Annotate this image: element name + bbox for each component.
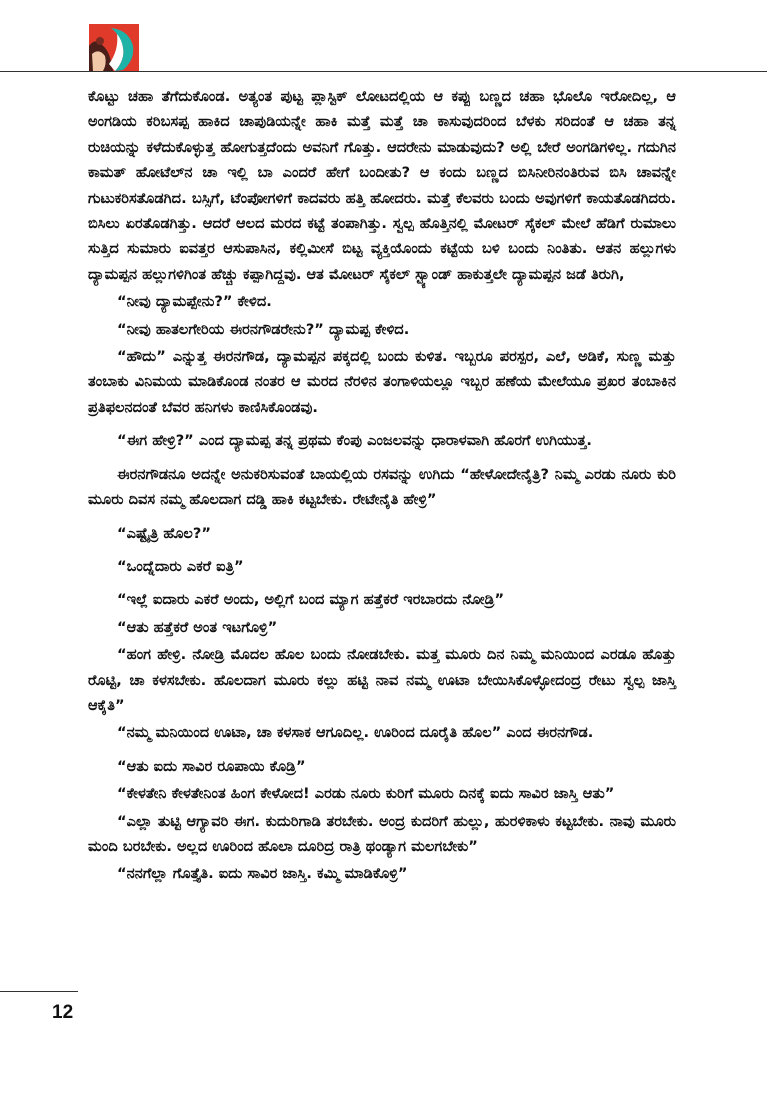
paragraph-narration: ಕೊಟ್ಟು ಚಹಾ ತೆಗೆದುಕೊಂಡ. ಅತ್ಯಂತ ಪುಟ್ಟ ಪ್ಲಾಸ್ಟಿಕ್ ಲೋಟದಲ್ಲಿಯ ಆ ಕಪ್ಪು ಬಣ್ಣದ ಚಹಾ ಭೊಲೊ ಇರೋದಿಲ್ಲ, ಆ ಅಂಗಡಿಯ ಕರಿಬಸಪ್ಪ ಹಾಕಿದ ಚಾಪುಡಿಯನ್ನೇ ಹಾಕಿ ಮತ್ತೆ ಮತ್ತೆ ಚಾ ಕಾಸುವುದರಿಂದ ಬೆಳಕು ಸರಿದಂತೆ ಆ ಚಹಾ ತನ್ನ ರುಚಿಯನ್ನು ಕಳೆದುಕೊಳ್ಳುತ್ತ ಹೋಗುತ್ತದೆಂದು ಅವನಿಗೆ ಗೊತ್ತು. ಆದರೇನು ಮಾಡುವುದು? ಅಲ್ಲಿ ಬೇರೆ ಅಂಗಡಿಗಳಿಲ್ಲ. ಗದುಗಿನ ಕಾಮತ್ ಹೋಟೆಲ್‌ನ ಚಾ ಇಲ್ಲಿ ಬಾ ಎಂದರೆ ಹೇಗೆ ಬಂದೀತು? ಆ ಕಂದು ಬಣ್ಣದ ಬಿಸಿನೀರಿನಂತಿರುವ ಬಿಸಿ ಚಾವನ್ನೇ ಗುಟುಕರಿಸತೊಡಗಿದ. ಬಸ್ಸಿಗೆ, ಟೆಂಪೋಗಳಿಗೆ ಕಾದವರು ಹತ್ತಿ ಹೋದರು. ಮತ್ತೆ ಕೆಲವರು ಬಂದು ಅವುಗಳಿಗೆ ಕಾಯತೊಡಗಿದರು. ಬಿಸಿಲು ಏರತೊಡಗಿತ್ತು. ಆದರೆ ಆಲದ ಮರದ ಕಟ್ಟೆ ತಂಪಾಗಿತ್ತು. ಸ್ವಲ್ಪ ಹೊತ್ತಿನಲ್ಲಿ ಮೋಟರ್ ಸೈಕಲ್ ಮೇಲೆ ಹೆಡಿಗೆ ರುಮಾಲು ಸುತ್ತಿದ ಸುಮಾರು ಐವತ್ತರ ಆಸುಪಾಸಿನ, ಕಲ್ಲಿಮೀಸೆ ಬಿಟ್ಟ ವ್ಯಕ್ತಿಯೊಂದು ಕಟ್ಟೆಯ ಬಳಿ ಬಂದು ನಿಂತಿತು. ಆತನ ಹಲ್ಲುಗಳು ದ್ಯಾಮಪ್ಪನ ಹಲ್ಲುಗಳಿಗಿಂತ ಹೆಚ್ಚು ಕಪ್ಪಾಗಿದ್ದವು. ಆತ ಮೋಟರ್ ಸೈಕಲ್ ಸ್ಟ್ಯಾಂಡ್ ಹಾಕುತ್ತಲೇ ದ್ಯಾಮಪ್ಪನ ಜಡೆ ತಿರುಗಿ, [88, 88, 676, 283]
paragraph-dialogue: “ನೀವು ಹಾತಲಗೇರಿಯ ಈರನಗೌಡರೇನು?” ದ್ಯಾಮಪ್ಪ ಕೇಳಿದ. [117, 320, 410, 338]
body-text [88, 84, 676, 887]
paragraph-dialogue: “ಒಂದ್ನೆದಾರು ಎಕರೆ ಐತ್ರಿ” [117, 557, 244, 575]
paragraph-dialogue: “ಹೌದು” ಎನ್ನುತ್ತ ಈರನಗೌಡ, ದ್ಯಾಮಪ್ಪನ ಪಕ್ಕದಲ್ಲಿ ಬಂದು ಕುಳಿತ. ಇಬ್ಬರೂ ಪರಸ್ಪರ, ಎಲೆ, ಅಡಿಕೆ, ಸುಣ್ಣ ಮತ್ತು ತಂಬಾಕು ವಿನಿಮಯ ಮಾಡಿಕೊಂಡ ನಂತರ ಆ ಮರದ ನೆರಳಿನ ತಂಗಾಳಿಯಲ್ಲೂ ಇಬ್ಬರ ಹಣೆಯ ಮೇಲೆಯೂ ಪ್ರಖರ ತಂಬಾಕಿನ ಪ್ರತಿಫಲನದಂತೆ ಬೆವರ ಹನಿಗಳು ಕಾಣಿಸಿಕೊಂಡವು. [88, 348, 676, 416]
paragraph-dialogue: “ಈಗ ಹೇಳ್ರಿ?” ಎಂದ ದ್ಯಾಮಪ್ಪ ತನ್ನ ಪ್ರಥಮ ಕೆಂಪು ಎಂಜಲವನ್ನು ಧಾರಾಳವಾಗಿ ಹೊರಗೆ ಉಗಿಯುತ್ತ. [117, 432, 592, 450]
header-divider [0, 71, 767, 72]
paragraph-dialogue: “ಕೇಳತೇನಿ ಕೇಳತೇನಿಂತ ಹಿಂಗ ಕೇಳೋದ! ಎರಡು ನೂರು ಕುರಿಗೆ ಮೂರು ದಿನಕ್ಕೆ ಐದು ಸಾವಿರ ಜಾಸ್ತಿ ಆತು” [117, 785, 615, 803]
footer-divider [0, 991, 78, 992]
paragraph-dialogue: “ನೀವು ದ್ಯಾಮಪ್ಪೇನು?” ಕೇಳಿದ. [117, 293, 272, 311]
paragraph-dialogue: “ಇಲ್ಲೆ ಐದಾರು ಎಕರೆ ಅಂದು, ಅಲ್ಲಿಗೆ ಬಂದ ಮ್ಯಾಗ ಹತ್ತೆಕರೆ ಇರಬಾರದು ನೋಡ್ರಿ” [117, 591, 505, 609]
page-number: 12 [52, 1002, 74, 1023]
logo-graphic [89, 24, 139, 71]
paragraph-dialogue: “ಎಷ್ಟೈತ್ರಿ ಹೊಲ?” [117, 524, 211, 542]
paragraph-dialogue: “ನನಗೆಲ್ಲಾ ಗೊತ್ತೈತಿ. ಐದು ಸಾವಿರ ಜಾಸ್ತಿ. ಕಮ್ಮಿ ಮಾಡಿಕೊಳ್ರಿ” [117, 865, 408, 883]
paragraph-dialogue: “ನಮ್ಮ ಮನಿಯಿಂದ ಊಟಾ, ಚಾ ಕಳಸಾಕ ಆಗೂದಿಲ್ಲ. ಊರಿಂದ ದೂರೈತಿ ಹೊಲ” ಎಂದ ಈರನಗೌಡ. [117, 724, 594, 742]
woman-portrait-logo-icon [89, 24, 139, 71]
paragraph-dialogue: “ಆತು ಐದು ಸಾವಿರ ರೂಪಾಯಿ ಕೊಡ್ರಿ” [117, 757, 306, 775]
paragraph-dialogue: “ಆತು ಹತ್ತೆಕರೆ ಅಂತ ಇಟಗೊಳ್ರಿ” [117, 618, 278, 636]
paragraph-dialogue: “ಹಂಗ ಹೇಳ್ರಿ. ನೋಡ್ರಿ ಮೊದಲ ಹೊಲ ಬಂದು ನೋಡಬೇಕು. ಮತ್ತ ಮೂರು ದಿನ ನಿಮ್ಮ ಮನಿಯಿಂದ ಎರಡೂ ಹೊತ್ತು ರೊಟ್ಟಿ, ಚಾ ಕಳಸಬೇಕು. ಹೊಲದಾಗ ಮೂರು ಕಲ್ಲು ಹಟ್ಟಿ ನಾವ ನಮ್ಮ ಊಟಾ ಬೇಯಿಸಿಕೊಳ್ಳೋದಂದ್ರ ರೇಟು ಸ್ವಲ್ಪ ಜಾಸ್ತಿ ಆಕೈತಿ” [88, 646, 676, 714]
paragraph-dialogue: “ಎಲ್ಲಾ ತುಟ್ಟಿ ಆಗ್ಯಾವರಿ ಈಗ. ಕುದುರಿಗಾಡಿ ತರಬೇಕು. ಅಂದ್ರ ಕುದರಿಗೆ ಹುಲ್ಲು, ಹುರಳಿಕಾಳು ಕಟ್ಟಬೇಕು. ನಾವು ಮೂರು ಮಂದಿ ಬರಬೇಕು. ಅಲ್ಲದ ಊರಿಂದ ಹೊಲಾ ದೂರಿದ್ರ ರಾತ್ರಿ ಥಂಡ್ಯಾಗ ಮಲಗಬೇಕು” [88, 812, 676, 855]
paragraph-narration: ಈರನಗೌಡನೂ ಅದನ್ನೇ ಅನುಕರಿಸುವಂತೆ ಬಾಯಲ್ಲಿಯ ರಸವನ್ನು ಉಗಿದು “ಹೇಳೋದೇನೈತ್ರಿ? ನಿಮ್ಮ ಎರಡು ನೂರು ಕುರಿ ಮೂರು ದಿವಸ ನಮ್ಮ ಹೊಲದಾಗ ದಡ್ಡಿ ಹಾಕಿ ಕಟ್ಟಬೇಕು. ರೇಟೇನೈತಿ ಹೇಳ್ರಿ” [88, 465, 676, 509]
